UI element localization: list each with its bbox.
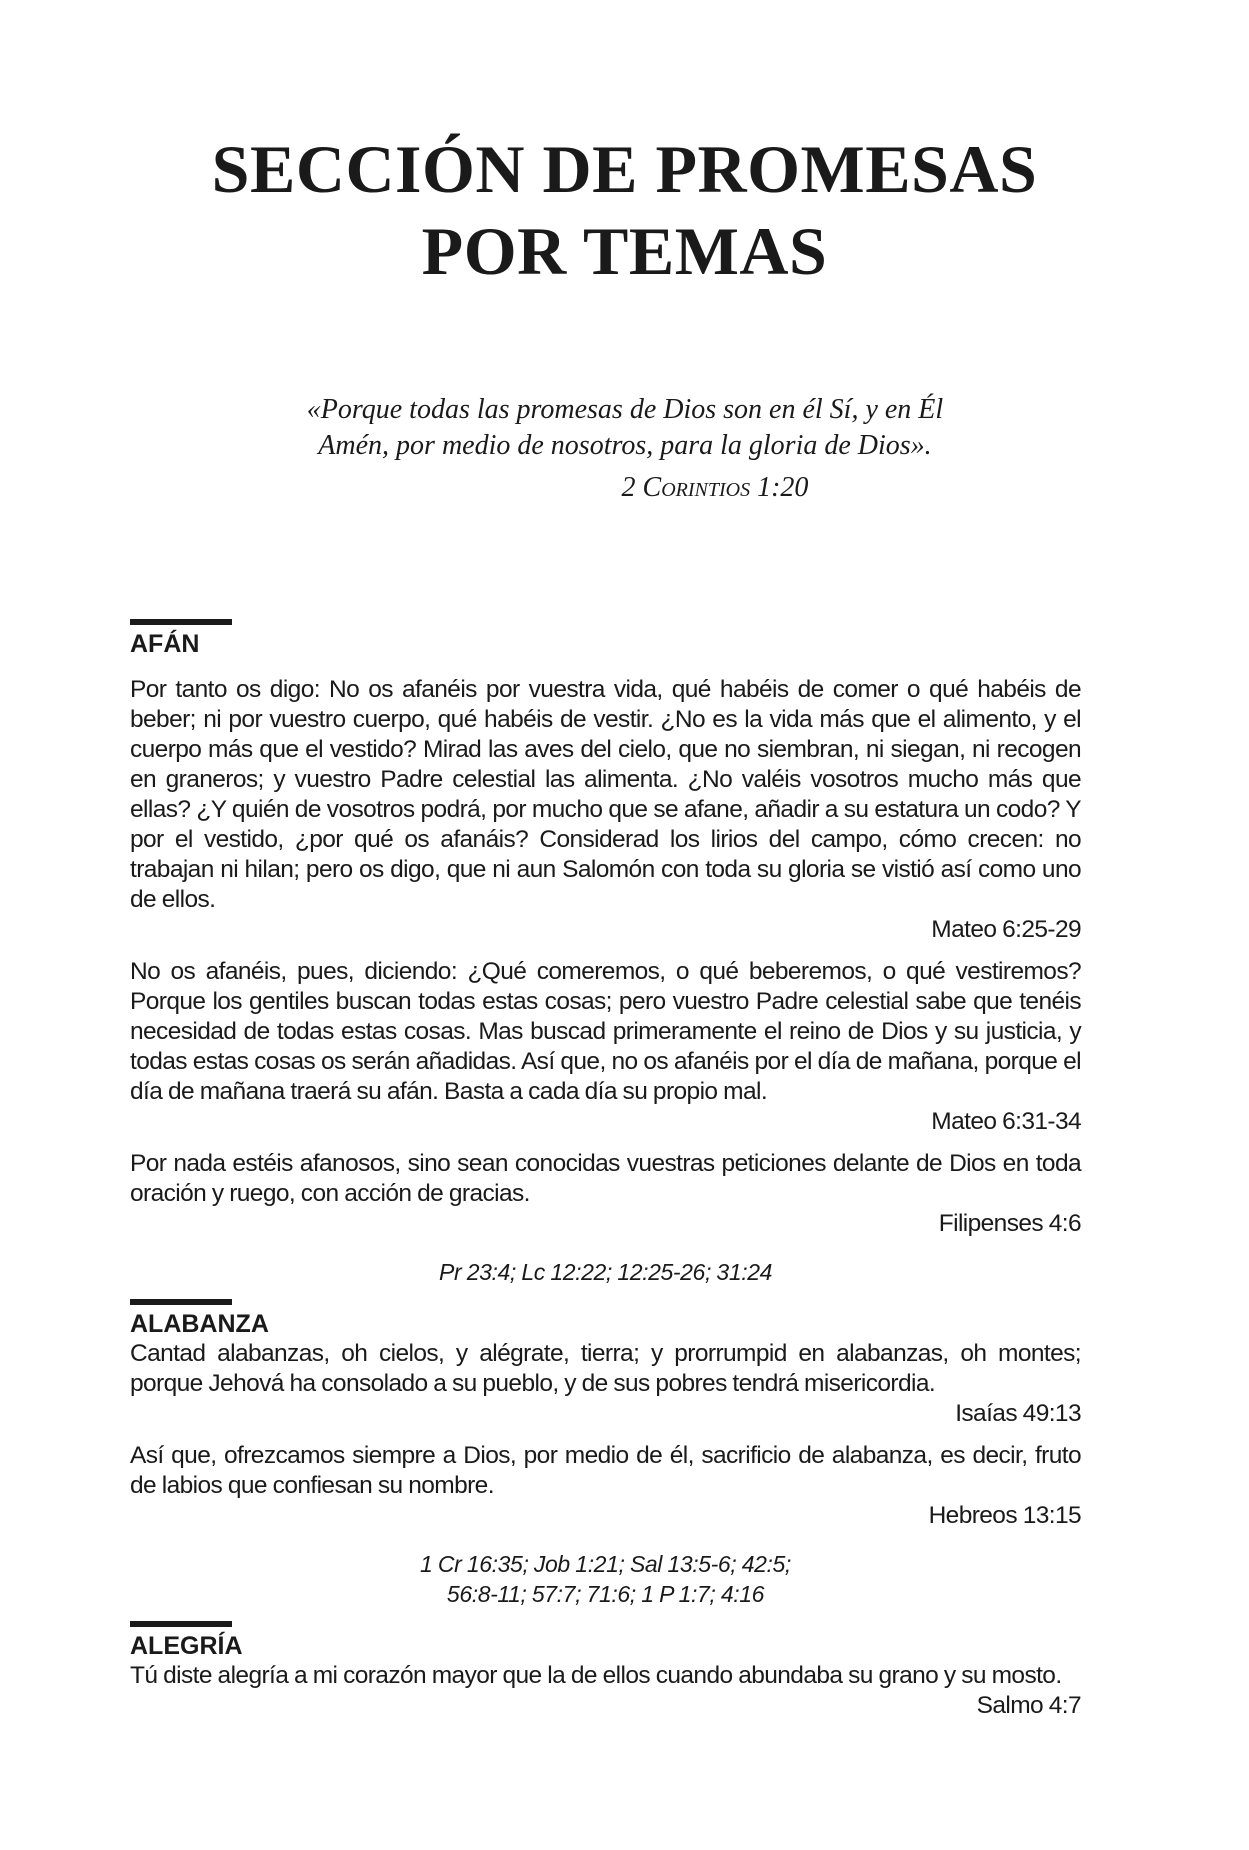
epigraph-line-1: «Porque todas las promesas de Dios son en él Sí, y en Él [306, 394, 944, 425]
epigraph-reference [150, 470, 1100, 506]
page-title-line-2: POR TEMAS [421, 213, 828, 289]
cross-references-line-1: 1 Cr 16:35; Job 1:21; Sal 13:5-6; 42:5; [420, 1551, 791, 1577]
section-heading: ALEGRÍA [130, 1632, 243, 1660]
section-alegria [130, 1621, 1081, 1721]
passage-citation: Hebreos 13:15 [928, 1502, 1081, 1529]
section-divider-bar [130, 1299, 232, 1305]
passage-citation: Isaías 49:13 [955, 1400, 1081, 1427]
epigraph [150, 392, 1100, 506]
passage-text: Por tanto os digo: No os afanéis por vuestra vida, qué habéis de comer o qué habéis de beber; ni por vuestro cuerpo, qué habéis de vestir. ¿No es la vida más que el alimento, y el cuerpo más que el vestido? Mirad las aves del cielo, que no siembran, ni siegan, ni recogen en graneros; y vuestro Padre celestial las alimenta. ¿No valéis vosotros mucho más que ellas? ¿Y quién de vosotros podrá, por mucho que se afane, añadir a su estatura un codo? Y por el vestido, ¿por qué os afanáis? Considerad los lirios del campo, cómo crecen: no trabajan ni hilan; pero os digo, que ni aun Salomón con toda su gloria se vistió así como uno de ellos. [130, 676, 1081, 913]
passage-text: Tú diste alegría a mi corazón mayor que la de ellos cuando abundaba su grano y su mosto. [130, 1662, 1062, 1689]
section-divider-bar [130, 1621, 232, 1627]
cross-references [130, 1257, 1081, 1287]
page-title-line-1: SECCIÓN DE PROMESAS [211, 131, 1038, 207]
topics-content [130, 619, 1081, 1733]
passage-text: Por nada estéis afanosos, sino sean conocidas vuestras peticiones delante de Dios en toda oración y ruego, con acción de gracias. [130, 1150, 1081, 1207]
epigraph-line-2: Amén, por medio de nosotros, para la gloria de Dios». [318, 430, 932, 461]
epigraph-ref-number: 2 [621, 472, 636, 503]
passage-text: Cantad alabanzas, oh cielos, y alégrate, tierra; y prorrumpid en alabanzas, oh montes; porque Jehová ha consolado a su pueblo, y de sus pobres tendrá misericordia. [130, 1340, 1081, 1397]
section-divider-bar [130, 619, 232, 625]
passage-citation: Salmo 4:7 [976, 1692, 1081, 1719]
cross-references [130, 1549, 1081, 1609]
epigraph-ref-verse: 1:20 [757, 472, 809, 503]
passage-citation: Mateo 6:25-29 [931, 916, 1081, 943]
section-alabanza [130, 1299, 1081, 1609]
section-heading: ALABANZA [130, 1310, 269, 1338]
passage-citation: Filipenses 4:6 [938, 1210, 1081, 1237]
cross-references-line-1: Pr 23:4; Lc 12:22; 12:25-26; 31:24 [439, 1259, 772, 1285]
cross-references-line-2: 56:8-11; 57:7; 71:6; 1 P 1:7; 4:16 [446, 1581, 765, 1607]
passage-text: Así que, ofrezcamos siempre a Dios, por medio de él, sacrificio de alabanza, es decir, fruto de labios que confiesan su nombre. [130, 1442, 1081, 1499]
section-afan [130, 619, 1081, 1287]
epigraph-ref-book: Corintios [642, 472, 751, 503]
passage-text: No os afanéis, pues, diciendo: ¿Qué comeremos, o qué beberemos, o qué vestiremos? Porque los gentiles buscan todas estas cosas; pero vuestro Padre celestial sabe que tenéis necesidad de todas estas cosas. Mas buscad primeramente el reino de Dios y su justicia, y todas estas cosas os serán añadidas. Así que, no os afanéis por el día de mañana, porque el día de mañana traerá su afán. Basta a cada día su propio mal. [130, 958, 1081, 1105]
section-heading: AFÁN [130, 630, 200, 658]
page-title [0, 128, 1249, 292]
passage-citation: Mateo 6:31-34 [931, 1108, 1081, 1135]
